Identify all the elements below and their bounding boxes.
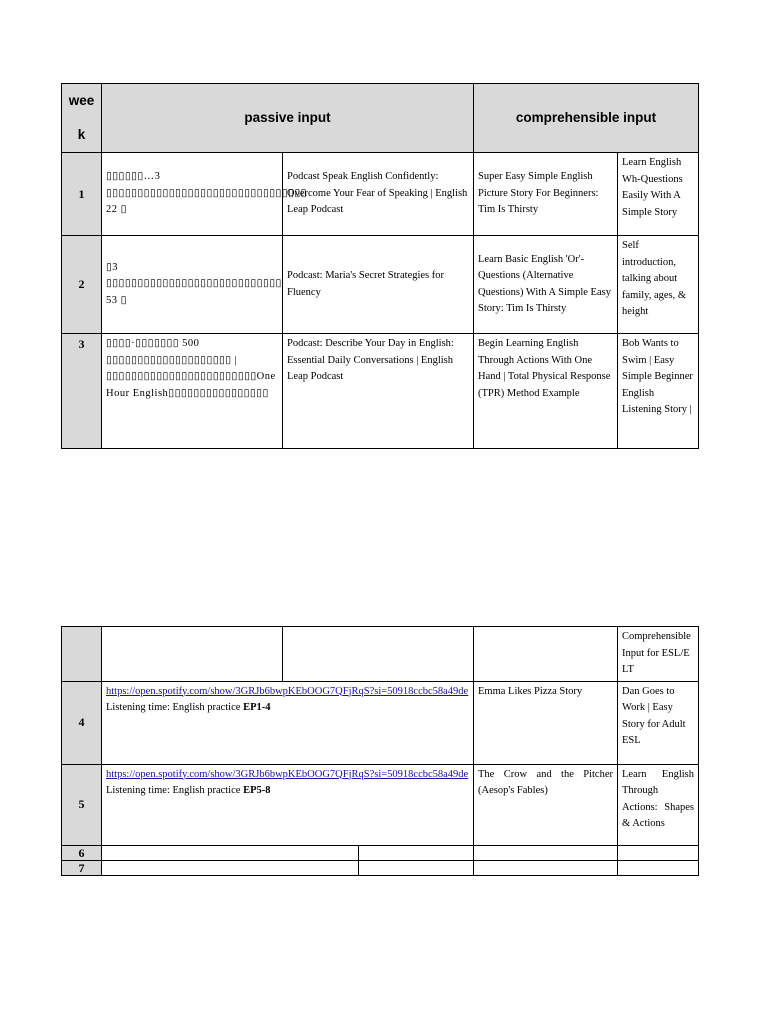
comprehensible-input-cell: Learn English Through Actions: Shapes & Actions <box>618 764 699 845</box>
listening-text: Listening time: English practice <box>106 702 244 713</box>
empty-cell <box>283 627 474 682</box>
empty-cell <box>102 627 283 682</box>
spotify-link[interactable]: https://open.spotify.com/show/3GRJb6bwpKEbOOG7QFjRqS?si=50918ccbc58a49de <box>106 685 469 697</box>
passive-input-cell: Podcast Speak English Confidently: Overcome Your Fear of Speaking | English Leap Podcast <box>283 153 474 236</box>
comprehensible-input-cell: Bob Wants to Swim | Easy Simple Beginner English Listening Story | <box>618 334 699 449</box>
week-number: 2 <box>62 236 102 334</box>
empty-cell <box>618 845 699 860</box>
comprehensible-input-cell: The Crow and the Pitcher (Aesop's Fables) <box>474 764 618 845</box>
empty-cell <box>102 860 359 875</box>
empty-cell <box>102 845 359 860</box>
week-number: 1 <box>62 153 102 236</box>
comprehensible-input-cell: Super Easy Simple English Picture Story For Beginners: Tim Is Thirsty <box>474 153 618 236</box>
passive-input-cell: ▯3 ▯▯▯▯▯▯▯▯▯▯▯▯▯▯▯▯▯▯▯▯▯▯▯▯▯▯▯▯ 53 ▯ <box>102 236 283 334</box>
comprehensible-input-cell: Self introduction, talking about family, ages, & height <box>618 236 699 334</box>
week-number <box>62 627 102 682</box>
week-number: 3 <box>62 334 102 449</box>
empty-cell <box>618 860 699 875</box>
comprehensible-input-cell: Begin Learning English Through Actions With One Hand | Total Physical Response (TPR) Method Example <box>474 334 618 449</box>
comprehensible-input-cell: Learn Basic English 'Or'-Questions (Alternative Questions) With A Simple Easy Story: Tim Is Thirsty <box>474 236 618 334</box>
empty-cell <box>359 845 474 860</box>
passive-input-header: passive input <box>102 84 474 153</box>
week-header: week <box>62 84 102 153</box>
comprehensible-input-cell: Learn English Wh-Questions Easily With A Simple Story <box>618 153 699 236</box>
week-number: 6 <box>62 845 102 860</box>
passive-input-cell: Podcast: Maria's Secret Strategies for Fluency <box>283 236 474 334</box>
comprehensible-input-cell: Comprehensible Input for ESL/ELT <box>618 627 699 682</box>
passive-input-cell: ▯▯▯▯▯▯…3 ▯▯▯▯▯▯▯▯▯▯▯▯▯▯▯▯▯▯▯▯▯▯▯▯▯▯▯▯▯▯▯▯ 22 ▯ <box>102 153 283 236</box>
empty-cell <box>359 860 474 875</box>
comprehensible-input-cell: Emma Likes Pizza Story <box>474 681 618 764</box>
episode-range: EP1-4 <box>243 702 271 713</box>
weekly-plan-table-2 <box>61 626 699 876</box>
empty-cell <box>474 845 618 860</box>
passive-input-cell: Podcast: Describe Your Day in English: Essential Daily Conversations | English Leap Podcast <box>283 334 474 449</box>
comprehensible-input-cell: Dan Goes to Work | Easy Story for Adult ESL <box>618 681 699 764</box>
week-number: 5 <box>62 764 102 845</box>
comprehensible-input-header: comprehensible input <box>474 84 699 153</box>
spotify-link[interactable]: https://open.spotify.com/show/3GRJb6bwpKEbOOG7QFjRqS?si=50918ccbc58a49de <box>106 768 469 780</box>
passive-input-cell <box>102 681 474 764</box>
empty-cell <box>474 627 618 682</box>
week-number: 4 <box>62 681 102 764</box>
week-number: 7 <box>62 860 102 875</box>
weekly-plan-table-1 <box>61 83 699 449</box>
passive-input-cell: ▯▯▯▯·▯▯▯▯▯▯▯ 500 ▯▯▯▯▯▯▯▯▯▯▯▯▯▯▯▯▯▯▯▯ | ▯▯▯▯▯▯▯▯▯▯▯▯▯▯▯▯▯▯▯▯▯▯▯▯One Hour English▯▯▯▯▯▯▯▯▯▯▯▯▯▯▯▯ <box>102 334 283 449</box>
passive-input-cell <box>102 764 474 845</box>
episode-range: EP5-8 <box>243 785 271 796</box>
listening-text: Listening time: English practice <box>106 785 244 796</box>
empty-cell <box>474 860 618 875</box>
